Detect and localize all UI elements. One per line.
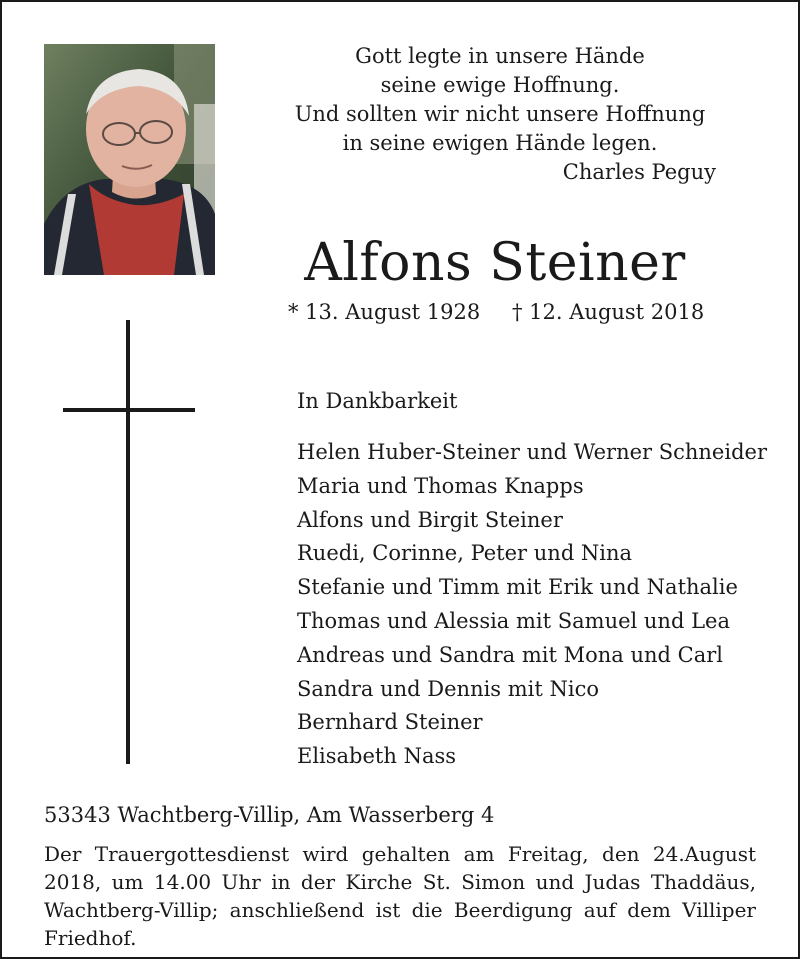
deceased-name: Alfons Steiner <box>304 233 686 293</box>
poem-author: Charles Peguy <box>562 160 716 184</box>
thanks-line: In Dankbarkeit <box>297 389 458 413</box>
mourner-item: Andreas und Sandra mit Mona und Carl <box>297 642 723 667</box>
family-address: 53343 Wachtberg-Villip, Am Wasserberg 4 <box>44 803 495 827</box>
poem-line: in seine ewigen Hände legen. <box>342 131 658 155</box>
portrait-photo <box>44 44 215 275</box>
mourner-item: Stefanie und Timm mit Erik und Nathalie <box>297 575 738 600</box>
poem <box>280 42 720 187</box>
mourner-item: Ruedi, Corinne, Peter und Nina <box>297 541 633 566</box>
mourner-list <box>297 436 767 774</box>
mourner-item: Alfons und Birgit Steiner <box>297 507 563 532</box>
birth-date: * 13. August 1928 <box>288 300 481 324</box>
cross-icon-bar <box>63 408 195 412</box>
poem-line: Und sollten wir nicht unsere Hoffnung <box>294 102 706 126</box>
mourner-item: Bernhard Steiner <box>297 710 483 735</box>
mourner-item: Sandra und Dennis mit Nico <box>297 676 599 701</box>
poem-line: Gott legte in unsere Hände <box>355 44 645 68</box>
mourner-item: Maria und Thomas Knapps <box>297 473 584 498</box>
death-date: † 12. August 2018 <box>512 300 705 324</box>
poem-line: seine ewige Hoffnung. <box>380 73 620 97</box>
cross-icon <box>126 320 130 764</box>
mourner-item: Thomas und Alessia mit Samuel und Lea <box>297 608 730 633</box>
funeral-service-info: Der Trauergottesdienst wird gehalten am Freitag, den 24.August 2018, um 14.00 Uhr in der Kirche St. Simon und Judas Thaddäus, Wachtberg-Villip; anschließend ist die Beerdigung auf dem Villiper Friedhof. <box>44 842 756 950</box>
mourner-item: Elisabeth Nass <box>297 744 457 769</box>
mourner-item: Helen Huber-Steiner und Werner Schneider <box>297 440 767 464</box>
